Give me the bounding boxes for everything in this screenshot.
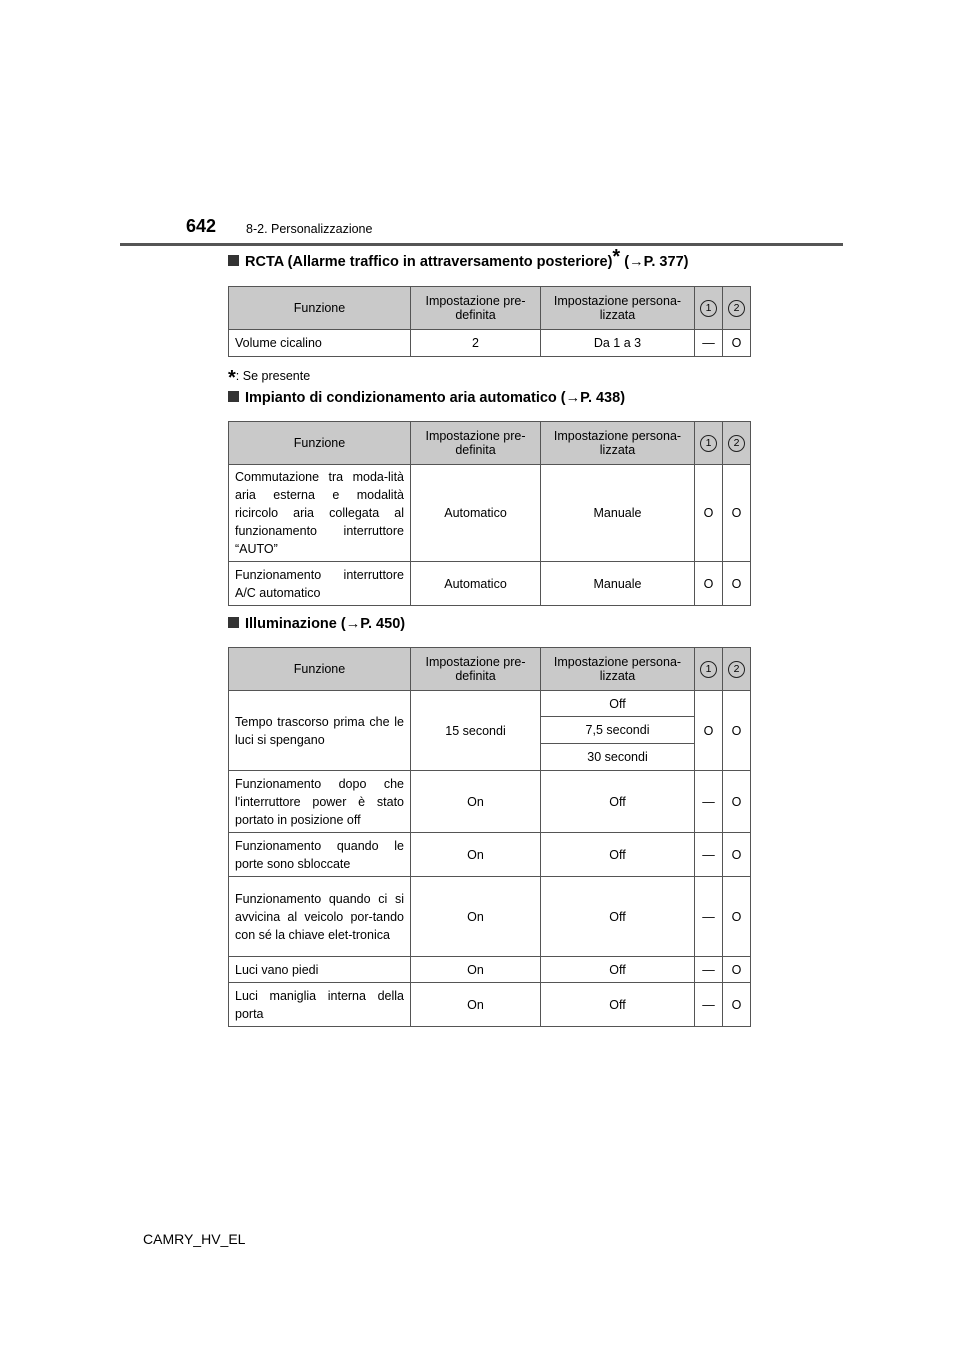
cell-col2: O [723,691,751,771]
table-header-row [229,648,751,691]
header-col2 [723,287,751,330]
cell-col1: O [695,691,723,771]
table-header-row [229,287,751,330]
header-custom: Impostazione persona-lizzata [541,287,695,330]
header-default: Impostazione pre-definita [411,648,541,691]
cell-function: Tempo trascorso prima che le luci si spengano [229,691,411,771]
cell-col2: O [723,330,751,357]
cell-col2: O [723,957,751,983]
cell-custom: Off [541,691,695,717]
table-row [229,330,751,357]
cell-col2: O [723,833,751,877]
cell-col1: — [695,957,723,983]
cell-col2: O [723,465,751,562]
cell-function: Funzionamento quando ci si avvicina al veicolo por-tando con sé la chiave elet-tronica [229,877,411,957]
table-row [229,691,751,717]
cell-col1: — [695,771,723,833]
header-custom: Impostazione persona-lizzata [541,648,695,691]
table-row [229,771,751,833]
section-heading-climate [228,390,625,406]
header-col1 [695,287,723,330]
cell-col1: O [695,562,723,606]
cell-default: On [411,957,541,983]
cell-custom: Off [541,957,695,983]
circled-2-icon: 2 [728,435,745,452]
header-function: Funzione [229,287,411,330]
cell-function: Volume cicalino [229,330,411,357]
header-col2 [723,422,751,465]
table-row [229,833,751,877]
header-function: Funzione [229,422,411,465]
header-default: Impostazione pre-definita [411,422,541,465]
cell-custom: Off [541,983,695,1027]
settings-table-lighting [228,647,751,1027]
footnote [228,363,311,389]
cell-custom: 30 secondi [541,744,695,771]
cell-function: Funzionamento dopo che l'interruttore power è stato portato in posizione off [229,771,411,833]
header-col2 [723,648,751,691]
cell-default: On [411,771,541,833]
header-rule [120,243,843,246]
settings-table-rcta [228,286,751,357]
breadcrumb: 8-2. Personalizzazione [246,222,373,236]
cell-col1: O [695,465,723,562]
cell-function: Funzionamento interruttore A/C automatico [229,562,411,606]
cell-col2: O [723,562,751,606]
section-title: RCTA (Allarme traffico in attraversamento posteriore) [245,254,613,270]
cell-col1: — [695,833,723,877]
cell-function: Commutazione tra moda-lità aria esterna e modalità ricircolo aria collegata al funzionamento interruttore “AUTO” [229,465,411,562]
section-heading-lighting [228,616,405,632]
cell-default: 15 secondi [411,691,541,771]
cell-col2: O [723,877,751,957]
circled-1-icon: 1 [700,300,717,317]
section-title: Illuminazione (→P. 450) [245,616,406,632]
cell-default: 2 [411,330,541,357]
table-row [229,562,751,606]
table-row [229,957,751,983]
settings-table-climate [228,421,751,606]
circled-1-icon: 1 [700,435,717,452]
header-default: Impostazione pre-definita [411,287,541,330]
footnote-text: : Se presente [235,369,311,383]
cell-col2: O [723,983,751,1027]
header-col1 [695,648,723,691]
page-reference: (→P. 377) [620,254,689,270]
header-custom: Impostazione persona-lizzata [541,422,695,465]
cell-default: On [411,877,541,957]
cell-col2: O [723,771,751,833]
square-bullet-icon [228,391,239,402]
model-code: CAMRY_HV_EL [143,1231,246,1247]
cell-default: Automatico [411,562,541,606]
cell-custom: Manuale [541,562,695,606]
header-function: Funzione [229,648,411,691]
cell-function: Luci vano piedi [229,957,411,983]
section-heading-rcta [228,246,689,270]
cell-custom: 7,5 secondi [541,717,695,744]
square-bullet-icon [228,617,239,628]
page-number: 642 [186,216,217,236]
table-row [229,877,751,957]
cell-custom: Off [541,877,695,957]
table-row [229,983,751,1027]
asterisk-mark: * [612,246,621,269]
cell-col1: — [695,983,723,1027]
header-col1 [695,422,723,465]
cell-col1: — [695,877,723,957]
cell-col1: — [695,330,723,357]
section-title: Impianto di condizionamento aria automatico (→P. 438) [245,390,626,406]
cell-custom: Manuale [541,465,695,562]
cell-function: Luci maniglia interna della porta [229,983,411,1027]
circled-1-icon: 1 [700,661,717,678]
cell-custom: Da 1 a 3 [541,330,695,357]
cell-custom: Off [541,833,695,877]
footnote-asterisk: * [228,367,236,389]
circled-2-icon: 2 [728,661,745,678]
table-header-row [229,422,751,465]
circled-2-icon: 2 [728,300,745,317]
table-row [229,465,751,562]
cell-default: On [411,833,541,877]
cell-custom: Off [541,771,695,833]
cell-default: On [411,983,541,1027]
cell-default: Automatico [411,465,541,562]
cell-function: Funzionamento quando le porte sono sbloccate [229,833,411,877]
square-bullet-icon [228,255,239,266]
